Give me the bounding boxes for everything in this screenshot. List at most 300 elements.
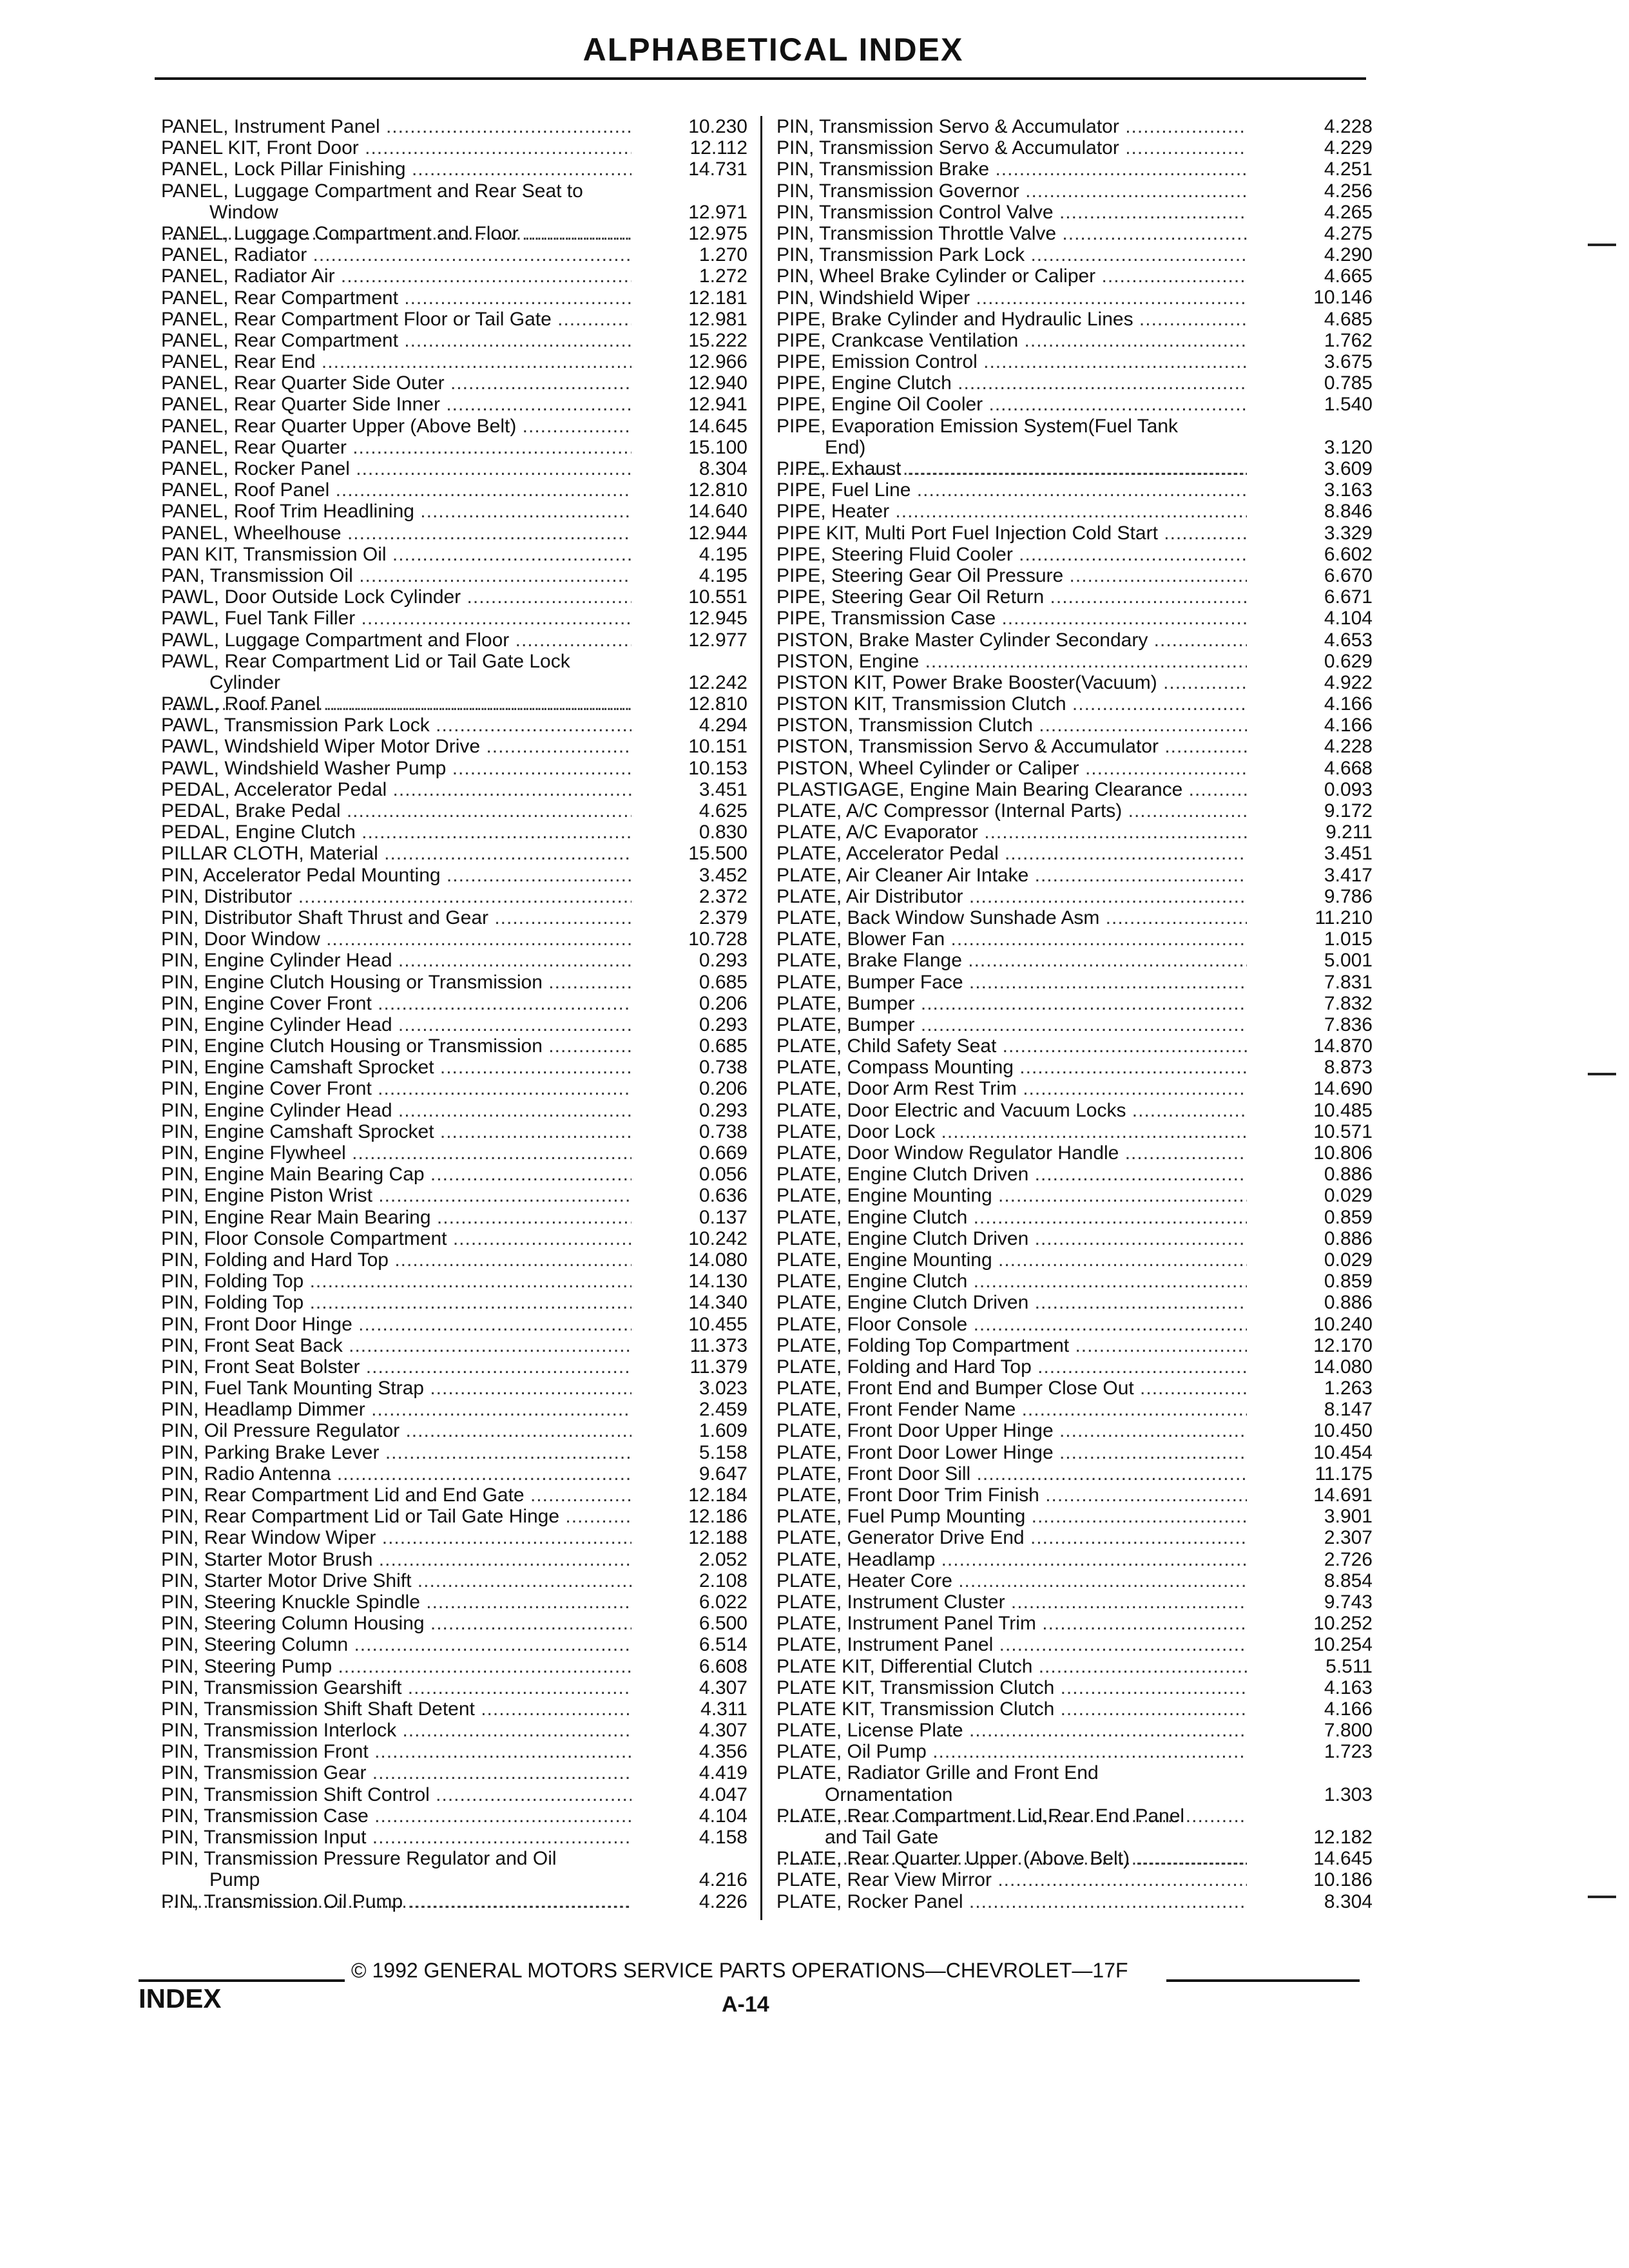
index-entry-label: PLATE, Folding and Hard Top <box>776 1356 1032 1378</box>
index-entry <box>776 1442 1373 1463</box>
index-entry-page: 4.226 <box>699 1890 747 1912</box>
index-entry <box>776 1057 1373 1078</box>
index-entry-name <box>161 1164 631 1185</box>
index-entry-label: PAWL, Transmission Park Lock <box>161 715 430 736</box>
index-entry <box>161 1827 747 1848</box>
index-entry-name <box>776 1142 1247 1164</box>
index-entry-name <box>161 1035 631 1057</box>
index-entry-name <box>161 265 631 287</box>
index-entry-page: 3.163 <box>1324 479 1373 501</box>
index-entry-name <box>776 1249 1247 1271</box>
index-entry <box>776 822 1373 843</box>
index-entry-page: 0.738 <box>699 1057 747 1079</box>
index-entry-name <box>776 351 1247 372</box>
index-entry-label: PLATE, Front Door Sill <box>776 1463 971 1485</box>
index-entry <box>161 1207 747 1228</box>
index-entry-name <box>161 1827 631 1848</box>
index-entry-name <box>776 1677 1247 1698</box>
index-entry-name <box>776 1527 1247 1548</box>
index-entry-name <box>776 544 1247 565</box>
index-entry-page: 10.450 <box>1313 1420 1373 1442</box>
index-entry <box>776 800 1373 822</box>
index-entry <box>161 865 747 886</box>
index-entry-page: 3.451 <box>1324 843 1373 865</box>
index-entry-label: PLATE, Floor Console <box>776 1313 968 1335</box>
index-entry <box>161 693 747 715</box>
index-entry-name <box>161 993 631 1014</box>
index-entry-label: PIN, Folding Top <box>161 1292 304 1314</box>
index-entry-name <box>776 565 1247 586</box>
index-entry <box>776 501 1373 522</box>
index-entry-name <box>161 1335 631 1356</box>
index-entry-label: PIN, Transmission Case <box>161 1805 369 1827</box>
index-entry <box>776 1228 1373 1249</box>
index-entry <box>161 1271 747 1292</box>
index-entry-name <box>776 1314 1247 1335</box>
index-entry-continuation: End) <box>825 436 866 458</box>
index-entry <box>776 715 1373 736</box>
index-entry-page: 10.806 <box>1313 1142 1373 1164</box>
index-entry-name <box>776 758 1247 779</box>
index-entry-page: 1.270 <box>699 244 747 266</box>
index-entry-label: PIN, Transmission Input <box>161 1827 367 1849</box>
index-entry-label: PIN, Door Window <box>161 928 320 950</box>
index-entry-page: 12.182 <box>1313 1827 1373 1849</box>
index-entry-page: 14.645 <box>688 415 747 437</box>
index-entry <box>776 586 1373 608</box>
index-entry-page: 4.166 <box>1324 693 1373 715</box>
index-entry <box>161 1506 747 1527</box>
index-entry-label: PAWL, Windshield Wiper Motor Drive <box>161 736 481 758</box>
index-entry <box>776 330 1373 351</box>
index-entry-name <box>776 1078 1247 1099</box>
index-entry-page: 15.100 <box>688 436 747 458</box>
index-entry-label: PEDAL, Brake Pedal <box>161 800 341 822</box>
index-entry <box>776 1634 1373 1655</box>
index-entry-label: PIN, Rear Compartment Lid and End Gate <box>161 1485 525 1506</box>
index-entry-name <box>161 394 631 415</box>
index-entry-name <box>161 1014 631 1035</box>
index-entry-name <box>776 693 1247 715</box>
index-entry <box>776 1613 1373 1634</box>
index-entry-label: PLATE, A/C Evaporator <box>776 822 978 843</box>
index-entry <box>776 1249 1373 1271</box>
index-entry-page: 0.206 <box>699 1078 747 1100</box>
index-entry-label: PLATE, Front Door Upper Hinge <box>776 1420 1054 1442</box>
index-entry-page: 9.743 <box>1324 1591 1373 1613</box>
index-entry <box>776 287 1373 309</box>
index-entry-page: 8.854 <box>1324 1570 1373 1591</box>
index-entry <box>776 1549 1373 1570</box>
index-entry-name <box>161 1613 631 1634</box>
index-entry-label: PIN, Transmission Gear <box>161 1762 367 1784</box>
index-entry-page: 0.093 <box>1324 778 1373 800</box>
index-entry-label: PIN, Transmission Governor <box>776 180 1019 202</box>
index-entry-label: PAWL, Fuel Tank Filler <box>161 608 356 629</box>
index-entry-name <box>161 501 631 522</box>
index-entry-page: 0.636 <box>699 1185 747 1207</box>
footer-page-number: A-14 <box>722 1992 769 2017</box>
index-entry-label: PIPE, Steering Gear Oil Pressure <box>776 564 1064 586</box>
index-entry <box>161 1014 747 1035</box>
index-entry-page: 12.966 <box>688 351 747 373</box>
index-entry-label: PLATE, Rear Quarter Upper (Above Belt) <box>776 1848 1130 1870</box>
index-entry-page: 8.873 <box>1324 1057 1373 1079</box>
index-entry <box>161 1228 747 1249</box>
index-entry-page: 15.222 <box>688 329 747 351</box>
index-entry-label: PANEL, Rocker Panel <box>161 458 350 480</box>
index-entry-label: PLATE, Accelerator Pedal <box>776 843 999 865</box>
index-entry-page: 2.726 <box>1324 1548 1373 1570</box>
index-entry-label: PAWL, Roof Panel <box>161 693 320 715</box>
index-entry-page: 11.210 <box>1315 907 1373 928</box>
index-entry-page: 3.452 <box>699 864 747 886</box>
index-entry-page: 15.500 <box>688 843 747 865</box>
index-entry <box>776 458 1373 479</box>
index-entry-page: 10.151 <box>688 736 747 758</box>
index-entry-name <box>776 1848 1247 1869</box>
index-entry-page: 1.540 <box>1324 394 1373 416</box>
index-entry-page: 11.175 <box>1315 1463 1373 1485</box>
index-entry-label: PLATE, Air Cleaner Air Intake <box>776 864 1029 886</box>
index-entry-name <box>161 1698 631 1720</box>
index-entry-page: 6.670 <box>1324 564 1373 586</box>
index-entry <box>161 1891 747 1912</box>
index-entry <box>161 629 747 651</box>
index-entry-page: 4.104 <box>1324 608 1373 629</box>
index-entry-page: 12.975 <box>688 222 747 244</box>
index-entry-label: PIN, Transmission Control Valve <box>776 201 1054 223</box>
index-entry <box>161 1720 747 1741</box>
index-entry-name <box>161 1356 631 1378</box>
index-entry-name <box>776 116 1247 137</box>
index-entry <box>161 1463 747 1485</box>
index-entry-page: 6.514 <box>699 1634 747 1656</box>
index-entry <box>161 244 747 265</box>
index-entry-label: PANEL, Rear End <box>161 351 316 373</box>
index-entry <box>161 907 747 928</box>
index-entry-name <box>161 1805 631 1827</box>
index-entry-label: PLATE KIT, Transmission Clutch <box>776 1698 1055 1720</box>
index-entry-page: 0.056 <box>699 1164 747 1186</box>
index-entry-name <box>161 330 631 351</box>
index-entry-label: PIPE, Emission Control <box>776 351 978 373</box>
index-entry-label: PIN, Transmission Shift Control <box>161 1783 430 1805</box>
index-entry-name <box>161 1271 631 1292</box>
index-entry <box>161 950 747 971</box>
index-entry-name <box>776 800 1247 822</box>
index-entry-page: 6.022 <box>699 1591 747 1613</box>
column-divider <box>760 116 762 1920</box>
index-entry-page: 1.762 <box>1324 329 1373 351</box>
index-entry-page: 12.188 <box>688 1527 747 1549</box>
index-entry-page: 12.184 <box>688 1485 747 1506</box>
index-entry-page: 10.454 <box>1313 1441 1373 1463</box>
index-entry-page: 14.870 <box>1313 1035 1373 1057</box>
index-entry-label: PIPE, Engine Oil Cooler <box>776 394 983 416</box>
index-entry-name <box>776 1442 1247 1463</box>
index-entry <box>161 523 747 544</box>
index-entry-name <box>776 1228 1247 1249</box>
index-column-left <box>161 116 747 1912</box>
index-entry <box>161 800 747 822</box>
index-entry-page: 3.451 <box>699 778 747 800</box>
index-entry-name <box>776 586 1247 608</box>
index-entry-label: PIN, Front Door Hinge <box>161 1313 352 1335</box>
index-entry <box>161 843 747 864</box>
index-entry-label: PIPE, Steering Fluid Cooler <box>776 543 1013 565</box>
index-entry-page: 4.158 <box>699 1827 747 1849</box>
index-entry-label: PANEL, Luggage Compartment and Rear Seat to <box>161 180 583 202</box>
index-entry <box>776 1014 1373 1035</box>
index-entry-page: 4.256 <box>1324 180 1373 202</box>
index-entry-page: 8.304 <box>699 458 747 479</box>
index-entry <box>776 843 1373 864</box>
index-entry-name <box>161 886 631 907</box>
index-entry-name <box>161 1057 631 1078</box>
index-entry-name <box>776 672 1247 693</box>
index-entry <box>161 1805 747 1827</box>
index-entry-page: 4.311 <box>700 1698 747 1720</box>
index-entry-page: 4.104 <box>699 1805 747 1827</box>
index-entry-label: PLATE, Oil Pump <box>776 1741 927 1763</box>
index-entry-page: 10.455 <box>688 1313 747 1335</box>
index-entry-name <box>776 629 1247 651</box>
index-entry-name <box>776 715 1247 736</box>
index-entry-page: 4.668 <box>1324 757 1373 779</box>
index-entry <box>161 1292 747 1313</box>
index-entry-page: 2.379 <box>699 907 747 928</box>
index-entry-name <box>161 416 631 437</box>
index-entry-label: PISTON KIT, Power Brake Booster(Vacuum) <box>776 671 1157 693</box>
index-entry-label: PISTON, Wheel Cylinder or Caliper <box>776 757 1079 779</box>
index-entry-label: PANEL, Lock Pillar Finishing <box>161 159 406 180</box>
index-entry-label: PIPE, Crankcase Ventilation <box>776 329 1019 351</box>
index-entry-label: PLATE, A/C Compressor (Internal Parts) <box>776 800 1123 822</box>
index-entry-page: 0.886 <box>1324 1164 1373 1186</box>
index-entry <box>776 244 1373 265</box>
index-entry-label: PIN, Rear Compartment Lid or Tail Gate Hinge <box>161 1506 560 1528</box>
index-entry <box>161 1634 747 1655</box>
index-entry-name <box>161 758 631 779</box>
index-entry-name <box>776 651 1247 672</box>
index-entry-name <box>161 309 631 330</box>
index-entry <box>776 544 1373 565</box>
index-entry <box>161 116 747 137</box>
index-entry-page: 9.647 <box>699 1463 747 1485</box>
index-entry <box>776 1185 1373 1206</box>
index-entry <box>161 779 747 800</box>
index-entry-page: 5.511 <box>1325 1655 1373 1677</box>
index-entry-label: PIN, Transmission Gearshift <box>161 1677 402 1698</box>
index-entry-page: 10.252 <box>1313 1613 1373 1635</box>
index-entry-page: 11.373 <box>689 1334 747 1356</box>
index-entry-label: PLATE, Engine Clutch <box>776 1206 968 1228</box>
index-entry-page: 2.459 <box>699 1399 747 1421</box>
index-entry-label: PIPE, Steering Gear Oil Return <box>776 586 1045 608</box>
index-entry-page: 6.602 <box>1324 543 1373 565</box>
index-entry-label: PIN, Transmission Front <box>161 1741 369 1763</box>
index-entry-page: 4.265 <box>1324 201 1373 223</box>
index-entry-label: PANEL, Rear Compartment <box>161 329 398 351</box>
index-entry-page: 10.551 <box>688 586 747 608</box>
index-entry-label: PLATE, Front Fender Name <box>776 1399 1016 1421</box>
index-entry-name <box>776 1549 1247 1570</box>
index-entry <box>776 265 1373 287</box>
index-entry <box>161 1249 747 1271</box>
index-entry <box>776 907 1373 928</box>
index-entry <box>776 351 1373 372</box>
margin-mark <box>1588 244 1616 246</box>
index-entry-page: 10.240 <box>1313 1313 1373 1335</box>
index-entry-page: 12.186 <box>688 1506 747 1528</box>
index-entry-page: 0.859 <box>1324 1271 1373 1293</box>
index-entry-label: PAWL, Door Outside Lock Cylinder <box>161 586 461 608</box>
margin-mark <box>1588 1073 1616 1075</box>
index-entry <box>161 1378 747 1399</box>
index-entry-name <box>776 1057 1247 1078</box>
index-entry-continuation: Cylinder <box>209 671 281 693</box>
index-entry-page: 4.228 <box>1324 736 1373 758</box>
index-entry-label: PLATE, Child Safety Seat <box>776 1035 997 1057</box>
index-entry-page: 4.275 <box>1324 222 1373 244</box>
index-entry-name <box>161 1634 631 1655</box>
index-entry-name <box>776 1463 1247 1485</box>
index-entry <box>161 1185 747 1206</box>
index-entry-name <box>161 223 631 244</box>
margin-mark <box>1588 1896 1616 1898</box>
index-entry-page: 14.645 <box>1313 1848 1373 1870</box>
footer-copyright: © 1992 GENERAL MOTORS SERVICE PARTS OPERATIONS—CHEVROLET—17F <box>351 1959 1128 1982</box>
index-entry <box>161 351 747 372</box>
index-entry <box>161 1164 747 1185</box>
index-entry-page: 2.052 <box>699 1548 747 1570</box>
index-entry-page: 3.023 <box>699 1378 747 1399</box>
index-entry-label: PIN, Transmission Servo & Accumulator <box>776 137 1119 159</box>
index-entry <box>776 1100 1373 1121</box>
index-entry-page: 4.307 <box>699 1720 747 1742</box>
index-entry <box>161 1442 747 1463</box>
index-entry-label: PIN, Transmission Servo & Accumulator <box>776 116 1119 137</box>
index-entry-name <box>161 1378 631 1399</box>
index-entry-label: PIPE KIT, Multi Port Fuel Injection Cold Start <box>776 522 1158 544</box>
index-entry-page: 4.356 <box>699 1741 747 1763</box>
index-entry-page: 3.120 <box>1324 436 1373 458</box>
index-entry-page: 1.272 <box>699 265 747 287</box>
index-entry-label: PLATE, Engine Clutch Driven <box>776 1164 1029 1186</box>
index-entry <box>161 1314 747 1335</box>
index-entry-label: PIN, Distributor <box>161 885 293 907</box>
index-entry-page: 1.263 <box>1324 1378 1373 1399</box>
index-entry-label: PLATE, Door Lock <box>776 1120 936 1142</box>
index-entry-label: PANEL, Rear Compartment Floor or Tail Gate <box>161 308 552 330</box>
index-entry <box>776 1656 1373 1677</box>
index-entry-label: PIN, Steering Column Housing <box>161 1613 425 1635</box>
index-entry-page: 0.629 <box>1324 650 1373 672</box>
index-entry <box>161 1677 747 1698</box>
index-entry-page: 2.108 <box>699 1570 747 1591</box>
index-entry <box>161 159 747 180</box>
index-entry-name <box>776 1506 1247 1527</box>
index-entry <box>776 1485 1373 1506</box>
index-entry-name <box>161 1463 631 1485</box>
index-entry <box>161 287 747 309</box>
index-entry-label: PLATE, Front Door Trim Finish <box>776 1485 1039 1506</box>
index-entry-page: 12.810 <box>688 693 747 715</box>
index-entry-name <box>776 180 1247 202</box>
index-entry <box>161 1356 747 1378</box>
index-entry <box>161 1570 747 1591</box>
index-entry <box>776 672 1373 693</box>
index-entry-name <box>161 1677 631 1698</box>
index-entry-page: 14.690 <box>1313 1078 1373 1100</box>
index-entry-name <box>161 1228 631 1249</box>
index-entry-name <box>776 1292 1247 1313</box>
index-entry <box>161 993 747 1014</box>
index-entry-name <box>776 479 1247 501</box>
index-entry <box>161 651 747 693</box>
index-entry-label: PANEL, Roof Trim Headlining <box>161 501 414 523</box>
index-entry <box>776 1891 1373 1912</box>
index-entry-page: 4.047 <box>699 1783 747 1805</box>
index-entry-page: 12.170 <box>1313 1334 1373 1356</box>
index-entry-page: 6.671 <box>1324 586 1373 608</box>
index-entry <box>776 1762 1373 1805</box>
index-entry <box>776 928 1373 950</box>
index-entry-label: PIN, Engine Rear Main Bearing <box>161 1206 431 1228</box>
index-entry-label: PIPE, Brake Cylinder and Hydraulic Lines <box>776 308 1133 330</box>
index-entry <box>161 1698 747 1720</box>
index-entry-name <box>161 523 631 544</box>
index-entry-label: PIN, Transmission Park Lock <box>776 244 1025 266</box>
index-entry-page: 0.137 <box>699 1206 747 1228</box>
index-entry-name <box>776 1121 1247 1142</box>
index-entry-page: 14.080 <box>1313 1356 1373 1378</box>
index-entry-name <box>776 265 1247 287</box>
index-entry-label: PIPE, Evaporation Emission System(Fuel Tank <box>776 415 1179 437</box>
index-entry-name <box>161 159 631 180</box>
index-entry-page: 6.608 <box>699 1655 747 1677</box>
index-entry-label: PIN, Parking Brake Lever <box>161 1441 380 1463</box>
index-entry <box>776 608 1373 629</box>
index-entry <box>161 1142 747 1164</box>
index-entry-label: PANEL, Instrument Panel <box>161 116 380 137</box>
title-rule <box>155 77 1366 80</box>
index-entry-name <box>776 779 1247 800</box>
index-entry-page: 4.166 <box>1324 1698 1373 1720</box>
footer-rule <box>1166 1979 1360 1982</box>
index-entry-label: PIN, Transmission Throttle Valve <box>776 222 1057 244</box>
index-entry-page: 12.977 <box>688 629 747 651</box>
index-entry-name <box>776 1420 1247 1441</box>
index-entry-page: 9.786 <box>1324 885 1373 907</box>
index-entry-page: 12.971 <box>688 201 747 223</box>
index-entry-name <box>776 928 1247 950</box>
index-entry <box>776 1463 1373 1485</box>
index-entry <box>161 1121 747 1142</box>
index-entry <box>776 736 1373 757</box>
index-entry-name <box>161 865 631 886</box>
index-entry-name <box>161 972 631 993</box>
index-entry-page: 3.329 <box>1324 522 1373 544</box>
index-entry-name <box>161 244 631 265</box>
index-entry-label: PIN, Engine Cylinder Head <box>161 1099 392 1121</box>
index-entry-page: 12.242 <box>688 671 747 693</box>
index-entry-page: 4.685 <box>1324 308 1373 330</box>
index-entry-name <box>161 1314 631 1335</box>
index-entry-page: 12.181 <box>688 287 747 309</box>
index-entry-name <box>776 223 1247 244</box>
